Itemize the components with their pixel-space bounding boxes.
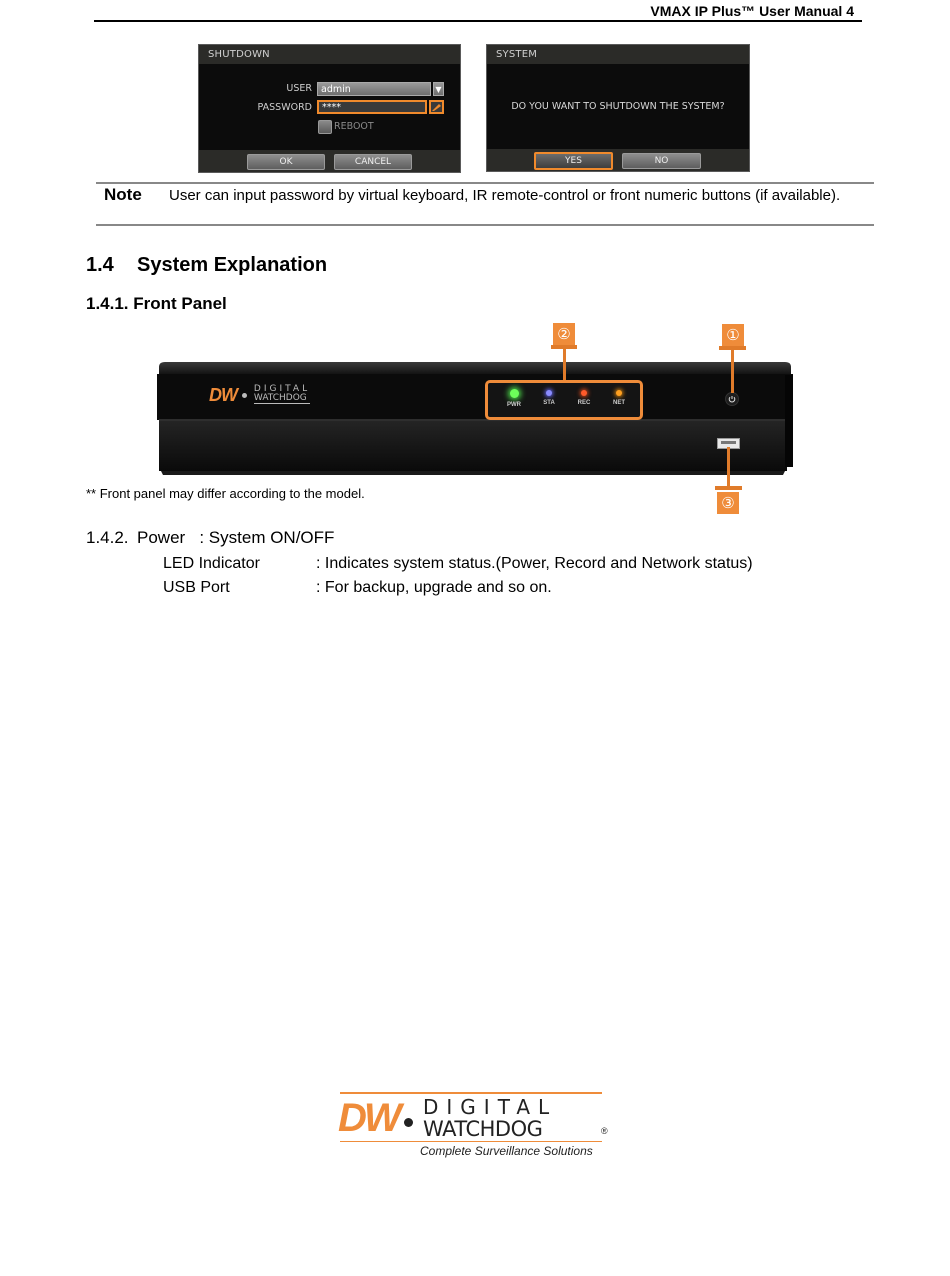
note-text: User can input password by virtual keyboard, IR remote-control or front numeric buttons (if available).: [169, 187, 841, 204]
led-rec-light: [581, 390, 587, 396]
callout-2-led: ②: [553, 323, 575, 345]
note-bottom-rule: [96, 224, 874, 226]
callout-3-bar: [715, 486, 742, 490]
footer-logo-tagline: Complete Surveillance Solutions: [420, 1144, 593, 1158]
row-value: : Indicates system status.(Power, Record and Network status): [316, 555, 753, 572]
footer-logo-registered: ®: [601, 1126, 608, 1136]
footer-logo-top-bar: [340, 1092, 602, 1094]
system-dialog-title: SYSTEM: [487, 45, 749, 64]
callout-3-stem: [727, 447, 730, 487]
led-sta-label: STA: [543, 400, 555, 406]
shutdown-dialog: [198, 44, 461, 173]
reboot-label: REBOOT: [334, 121, 374, 132]
section-number: 1.4: [86, 254, 114, 276]
callout-1-power: ①: [722, 324, 744, 346]
reboot-checkbox[interactable]: [318, 120, 332, 134]
section-number: 1.4.2.: [86, 528, 129, 547]
row-value: : For backup, upgrade and so on.: [316, 579, 552, 596]
led-pwr-light: [510, 389, 519, 398]
usb-port-row: [163, 579, 552, 597]
footer-logo: [338, 1092, 613, 1164]
led-sta: [534, 389, 564, 406]
usb-port-slot: [721, 441, 736, 444]
section-title: System Explanation: [137, 254, 328, 276]
device-brand-dot: [242, 393, 247, 398]
shutdown-confirm-message: DO YOU WANT TO SHUTDOWN THE SYSTEM?: [511, 101, 725, 112]
footer-logo-line2: WATCHDOG: [423, 1117, 543, 1141]
led-pwr-label: PWR: [507, 402, 521, 408]
virtual-keyboard-button[interactable]: [429, 100, 444, 114]
callout-2-stem: [563, 348, 566, 380]
cancel-button[interactable]: CANCEL: [334, 154, 412, 170]
section-1-4-heading: [86, 254, 327, 277]
password-label: PASSWORD: [257, 102, 312, 113]
led-indicator-row: [163, 555, 753, 573]
led-indicator-panel: [485, 380, 643, 420]
section-1-4-2-heading: [86, 528, 334, 548]
device-brand-mark: DW: [209, 385, 237, 405]
power-icon: [726, 393, 738, 405]
led-net-light: [616, 390, 622, 396]
ok-button[interactable]: OK: [247, 154, 325, 170]
section-1-4-1-heading: 1.4.1. Front Panel: [86, 294, 227, 313]
note-label: Note: [104, 185, 142, 204]
no-button[interactable]: NO: [622, 153, 701, 169]
page-header-title: VMAX IP Plus™ User Manual 4: [650, 3, 854, 19]
user-label: USER: [286, 83, 312, 94]
callout-3-usb: ③: [717, 492, 739, 514]
row-key: USB Port: [163, 579, 230, 596]
user-field[interactable]: admin: [317, 82, 431, 96]
front-panel-note: ** Front panel may differ according to the model.: [86, 486, 365, 501]
footer-logo-bottom-bar: [340, 1141, 602, 1142]
yes-button[interactable]: YES: [534, 152, 613, 170]
note-top-rule: [96, 182, 874, 184]
header-rule: [94, 20, 862, 22]
footer-logo-mark: DW: [338, 1096, 399, 1140]
device-brand-line1: DIGITAL: [253, 384, 311, 394]
shutdown-dialog-title: SHUTDOWN: [199, 45, 460, 64]
led-pwr: [499, 389, 529, 408]
led-rec-label: REC: [577, 400, 591, 406]
user-dropdown-button[interactable]: [433, 82, 444, 96]
shutdown-dialog-footer: [199, 150, 460, 172]
led-net-label: NET: [613, 400, 625, 406]
section-title: Power : System ON/OFF: [137, 528, 335, 547]
row-key: LED Indicator: [163, 555, 260, 572]
device-body-graphic: [157, 361, 793, 475]
front-panel-device: [157, 361, 793, 475]
system-dialog-footer: [487, 149, 749, 171]
footer-logo-line1: DIGITAL: [423, 1095, 558, 1119]
system-dialog: [486, 44, 750, 172]
device-brand-line2: WATCHDOG: [254, 394, 310, 404]
footer-logo-dot: [404, 1118, 413, 1127]
callout-1-stem: [731, 349, 734, 393]
chevron-down-icon: ▼: [435, 85, 442, 94]
led-net: [604, 389, 634, 406]
power-button[interactable]: [725, 392, 739, 406]
led-rec: [569, 389, 599, 406]
led-sta-light: [546, 390, 552, 396]
password-field[interactable]: ****: [317, 100, 427, 114]
keyboard-pen-icon: [431, 102, 442, 112]
device-brand-logo: [209, 385, 310, 406]
